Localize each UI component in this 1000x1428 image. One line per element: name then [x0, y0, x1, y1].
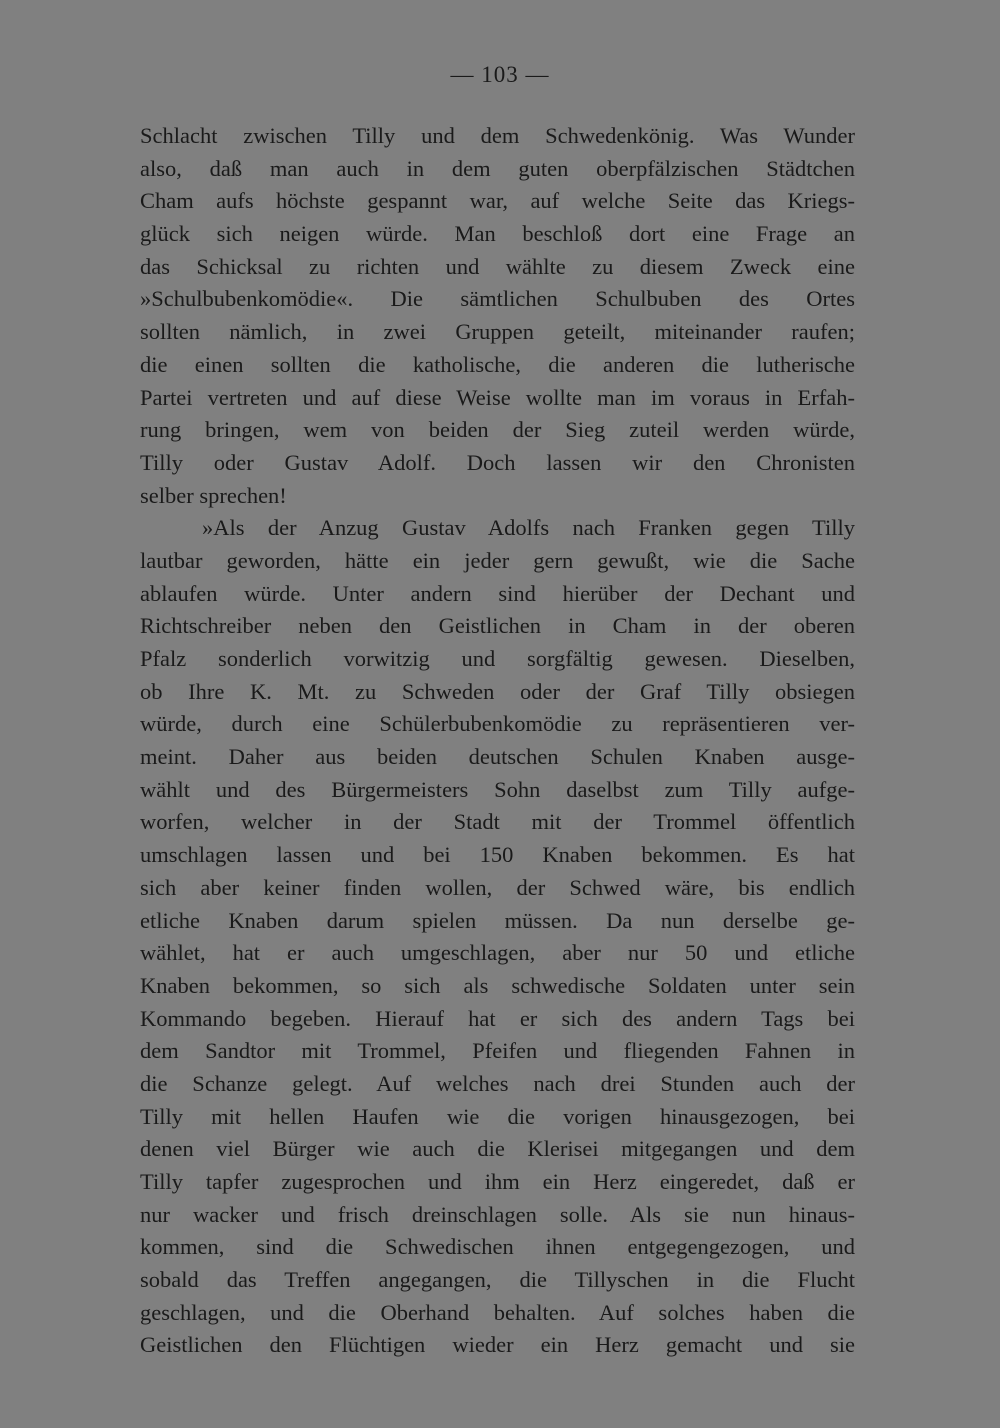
text-line: würde, durch eine Schülerbubenkomödie zu repräsentieren ver- [140, 711, 855, 737]
body-text [140, 120, 855, 1362]
text-line: Kommando begeben. Hierauf hat er sich des andern Tags bei [140, 1005, 855, 1031]
text-line: Tilly oder Gustav Adolf. Doch lassen wir den Chronisten [140, 449, 855, 475]
text-line: wählt und des Bürgermeisters Sohn daselbst zum Tilly aufge- [140, 776, 855, 802]
text-line: Tilly mit hellen Haufen wie die vorigen hinausgezogen, bei [140, 1103, 855, 1129]
text-line: kommen, sind die Schwedischen ihnen entgegengezogen, und [140, 1234, 855, 1260]
text-line: ob Ihre K. Mt. zu Schweden oder der Graf Tilly obsiegen [140, 678, 855, 704]
text-line: Cham aufs höchste gespannt war, auf welche Seite das Kriegs- [140, 188, 855, 214]
text-line: nur wacker und frisch dreinschlagen solle. Als sie nun hinaus- [140, 1201, 855, 1227]
text-line: glück sich neigen würde. Man beschloß dort eine Frage an [140, 221, 855, 247]
text-line: Pfalz sonderlich vorwitzig und sorgfältig gewesen. Dieselben, [140, 646, 855, 671]
text-line: Tilly tapfer zugesprochen und ihm ein Herz eingeredet, daß er [140, 1169, 855, 1194]
text-line: »Als der Anzug Gustav Adolfs nach Franken gegen Tilly [202, 515, 855, 541]
text-line: Partei vertreten und auf diese Weise wollte man im voraus in Erfah- [140, 384, 855, 410]
text-line: die Schanze gelegt. Auf welches nach drei Stunden auch der [140, 1070, 855, 1096]
text-line: dem Sandtor mit Trommel, Pfeifen und fliegenden Fahnen in [140, 1038, 855, 1064]
text-line: also, daß man auch in dem guten oberpfälzischen Städtchen [140, 155, 855, 181]
paragraph [140, 120, 855, 512]
text-line: Schlacht zwischen Tilly und dem Schwedenkönig. Was Wunder [140, 123, 855, 148]
text-line: die einen sollten die katholische, die anderen die lutherische [140, 351, 855, 377]
text-line: das Schicksal zu richten und wählte zu diesem Zweck eine [140, 253, 855, 279]
text-line: umschlagen lassen und bei 150 Knaben bekommen. Es hat [140, 842, 855, 868]
text-line: Geistlichen den Flüchtigen wieder ein Herz gemacht und sie [140, 1332, 855, 1358]
page-number: — 103 — [450, 62, 550, 87]
text-line: lautbar geworden, hätte ein jeder gern gewußt, wie die Sache [140, 547, 855, 573]
text-line: Knaben bekommen, so sich als schwedische Soldaten unter sein [140, 972, 855, 998]
text-line: sich aber keiner finden wollen, der Schwed wäre, bis endlich [140, 874, 855, 900]
text-line: Richtschreiber neben den Geistlichen in Cham in der oberen [140, 613, 855, 639]
text-line: »Schulbubenkomödie«. Die sämtlichen Schulbuben des Ortes [140, 286, 855, 312]
text-line: selber sprechen! [140, 482, 287, 508]
text-line: sobald das Treffen angegangen, die Tillyschen in die Flucht [140, 1267, 855, 1293]
text-line: sollten nämlich, in zwei Gruppen geteilt, miteinander raufen; [140, 319, 855, 345]
text-line: geschlagen, und die Oberhand behalten. Auf solches haben die [140, 1299, 855, 1325]
text-line: denen viel Bürger wie auch die Klerisei mitgegangen und dem [140, 1136, 855, 1162]
text-line: worfen, welcher in der Stadt mit der Trommel öffentlich [140, 809, 855, 835]
text-line: ablaufen würde. Unter andern sind hierüber der Dechant und [140, 580, 855, 606]
text-line: wählet, hat er auch umgeschlagen, aber nur 50 und etliche [140, 940, 855, 966]
paragraph [140, 512, 855, 1362]
text-line: etliche Knaben darum spielen müssen. Da nun derselbe ge- [140, 907, 855, 933]
text-line: rung bringen, wem von beiden der Sieg zuteil werden würde, [140, 417, 855, 443]
text-line: meint. Daher aus beiden deutschen Schulen Knaben ausge- [140, 744, 855, 770]
